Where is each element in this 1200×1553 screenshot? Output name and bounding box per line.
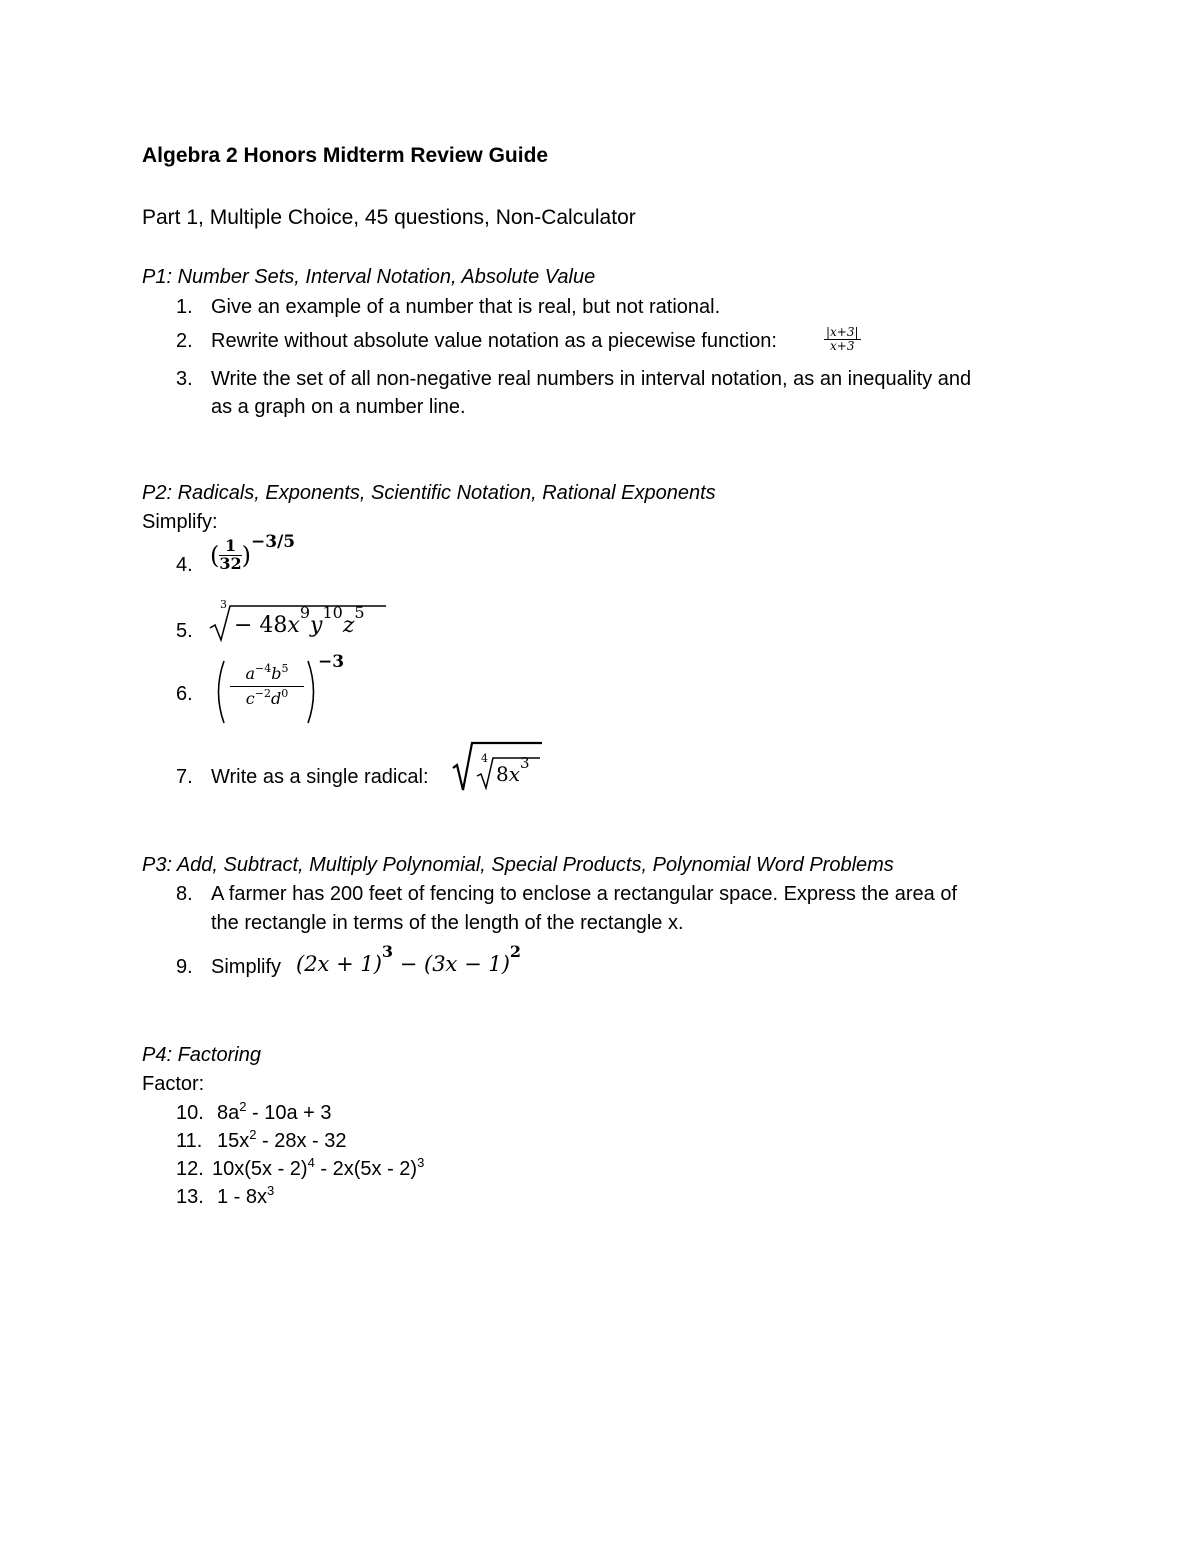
q13-exp-a: 3 — [267, 1183, 275, 1198]
q5-z-exp: 5 — [354, 603, 365, 622]
q5-y-exp: 10 — [322, 603, 343, 622]
q9-term1: (2x + 1) — [296, 952, 382, 976]
q9-text: Simplify — [211, 956, 282, 978]
q11-part-a: 15x — [217, 1130, 250, 1152]
q9-exp1: 3 — [381, 942, 394, 961]
q4-expression: ( $\frac{1}{32}$ )$^{-3/5}$ — [210, 531, 296, 573]
q12-exp-b: 3 — [417, 1155, 425, 1170]
q6-c: c — [245, 689, 255, 708]
q5-x: x — [287, 613, 300, 638]
q5-index: 3 — [220, 598, 227, 611]
q2-frac-bottom: x+3 — [830, 338, 855, 353]
q11-number: 11. — [176, 1130, 203, 1152]
q6-number: 6. — [176, 683, 193, 705]
q12-part-a: 10x(5x - 2) — [212, 1158, 308, 1180]
section-p1-heading: P1: Number Sets, Interval Notation, Absolute Value — [142, 266, 596, 288]
q10-part-b: - 10a + 3 — [246, 1102, 332, 1124]
section-p4-heading: P4: Factoring — [142, 1044, 261, 1066]
q6-b-exp: 5 — [281, 662, 289, 675]
q8-line1: A farmer has 200 feet of fencing to enclose a rectangular space. Express the area of — [211, 883, 957, 905]
q4-frac-bottom: 32 — [219, 553, 242, 573]
q13-number: 13. — [176, 1186, 204, 1208]
q2-frac-top: |x+3| — [826, 325, 859, 339]
q12-exp-a: 4 — [307, 1155, 315, 1170]
q2-fraction — [824, 326, 861, 352]
q6-a-exp: −4 — [255, 662, 272, 675]
q6-c-exp: −2 — [254, 687, 271, 700]
q7-var-exp: 3 — [520, 754, 530, 772]
q6-left-paren — [212, 660, 226, 724]
q7-inner-index: 4 — [481, 752, 488, 765]
q7-expression — [452, 740, 552, 794]
q11-expression — [217, 1127, 347, 1153]
q4-frac-top: 1 — [219, 538, 241, 556]
q9-exp2: 2 — [509, 942, 522, 961]
q6-fraction — [230, 664, 304, 709]
section-p3-heading: P3: Add, Subtract, Multiply Polynomial, Special Products, Polynomial Word Problems — [142, 854, 894, 876]
q5-z: z — [342, 613, 355, 638]
q4-number: 4. — [176, 554, 193, 576]
q12-expression — [212, 1155, 425, 1181]
page-title: Algebra 2 Honors Midterm Review Guide — [142, 144, 549, 167]
q9-number: 9. — [176, 956, 193, 978]
q1-text: Give an example of a number that is real, but not rational. — [211, 296, 721, 318]
q6-d-exp: 0 — [281, 687, 289, 700]
q3-number: 3. — [176, 368, 193, 390]
q13-part-a: 1 - 8x — [217, 1186, 268, 1208]
q9-term2: (3x − 1) — [424, 952, 510, 976]
q5-y: y — [310, 613, 323, 638]
q13-expression — [217, 1183, 275, 1209]
q8-number: 8. — [176, 883, 193, 905]
q5-number: 5. — [176, 620, 193, 642]
p4-instruction: Factor: — [142, 1073, 205, 1095]
q7-radicand: 8 — [496, 762, 509, 786]
q6-d: d — [270, 689, 282, 708]
q2-text: Rewrite without absolute value notation as a piecewise function: — [211, 330, 777, 352]
q7-var: x — [508, 762, 521, 786]
q10-exp-a: 2 — [239, 1099, 247, 1114]
q6-b: b — [271, 664, 282, 683]
q4-exponent: −3/5 — [251, 531, 296, 552]
q5-x-exp: 9 — [299, 603, 311, 622]
part-description: Part 1, Multiple Choice, 45 questions, Non-Calculator — [142, 206, 636, 229]
q7-text: Write as a single radical: — [211, 766, 429, 788]
q8-line2: the rectangle in terms of the length of the rectangle x. — [211, 912, 684, 934]
q6-expression — [212, 652, 345, 726]
q1-number: 1. — [176, 296, 193, 318]
q11-part-b: - 28x - 32 — [256, 1130, 347, 1152]
q9-minus: − — [393, 952, 424, 976]
q6-outer-exp: −3 — [318, 652, 345, 672]
q5-coefficient: − 48 — [234, 613, 288, 638]
q12-part-b: - 2x(5x - 2) — [314, 1158, 418, 1180]
q12-number: 12. — [176, 1158, 204, 1180]
q10-part-a: 8a — [217, 1102, 240, 1124]
q7-number: 7. — [176, 766, 193, 788]
q10-number: 10. — [176, 1102, 204, 1124]
q11-exp-a: 2 — [249, 1127, 257, 1142]
q10-expression — [217, 1099, 332, 1125]
q9-expression — [296, 942, 522, 977]
q2-number: 2. — [176, 330, 193, 352]
q6-a: a — [245, 664, 256, 683]
p2-instruction: Simplify: — [142, 511, 218, 533]
q3-line1: Write the set of all non-negative real numbers in interval notation, as an inequality and — [211, 368, 972, 390]
section-p2-heading: P2: Radicals, Exponents, Scientific Notation, Rational Exponents — [142, 482, 716, 504]
q3-line2: as a graph on a number line. — [211, 396, 466, 418]
